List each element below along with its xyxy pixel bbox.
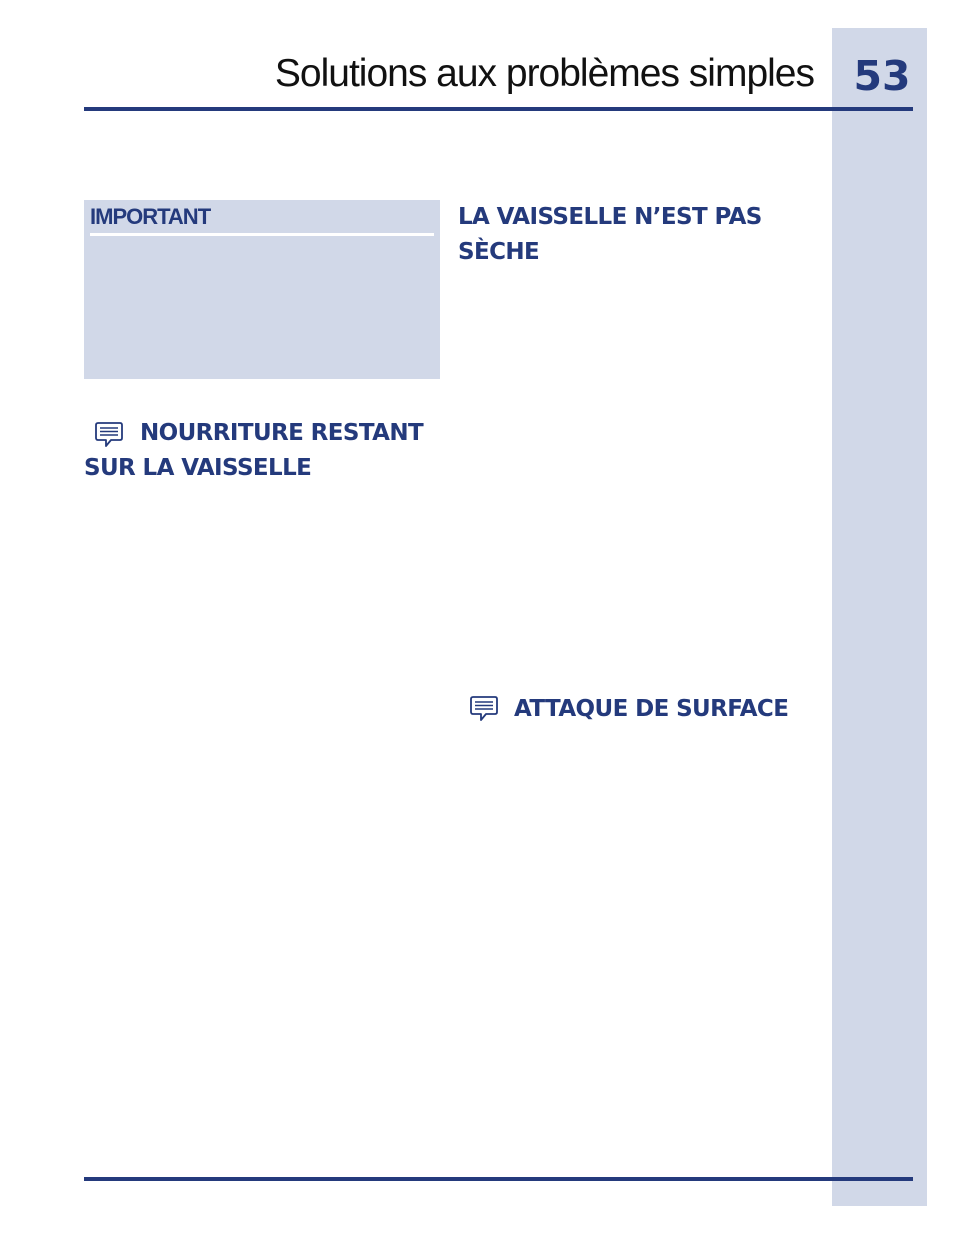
important-label: IMPORTANT: [90, 204, 211, 229]
speech-bubble-icon: [469, 694, 499, 724]
heading-attaque: ATTAQUE DE SURFACE: [514, 696, 789, 722]
header-rule: [84, 107, 913, 111]
side-band: [832, 28, 927, 1206]
page-number: 53: [853, 52, 911, 100]
heading-vaisselle: LA VAISSELLE N’EST PAS SÈCHE: [458, 204, 762, 265]
footer-rule: [84, 1177, 913, 1181]
important-underline: [90, 233, 434, 236]
page-title: Solutions aux problèmes simples: [274, 52, 814, 95]
heading-nourriture: NOURRITURE RESTANT SUR LA VAISSELLE: [84, 420, 424, 481]
important-box: [84, 200, 440, 379]
